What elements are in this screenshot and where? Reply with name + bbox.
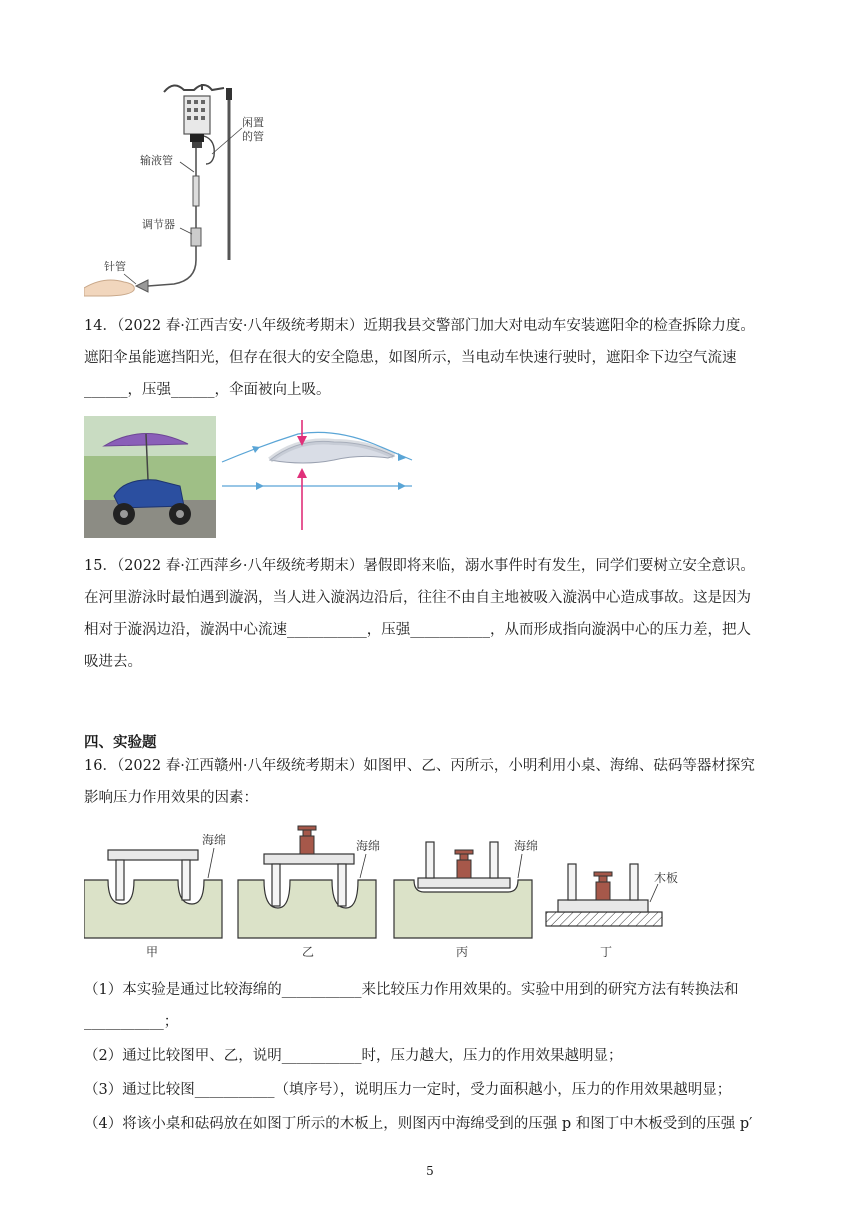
q16-sub1-line-2: ___________； <box>84 1014 179 1030</box>
q14-line-1: 14．（2022 春·江西吉安·八年级统考期末）近期我县交警部门加大对电动车安装遮阳伞的检查拆除力度。 <box>84 318 755 334</box>
q16-sub3: （3）通过比较图___________（填序号），说明压力一定时，受力面积越小，压力的作用效果越明显； <box>84 1082 732 1098</box>
label-sponge-b: 海绵 <box>356 839 381 853</box>
pressure-experiment-figure <box>84 824 684 964</box>
label-needle: 针管 <box>104 260 126 273</box>
q16-line-2: 影响压力作用效果的因素： <box>84 790 258 806</box>
label-sponge-c: 海绵 <box>514 839 539 853</box>
q16-line-1: 16．（2022 春·江西赣州·八年级统考期末）如图甲、乙、丙所示，小明利用小桌、海绵、砝码等器材探究 <box>84 758 755 774</box>
label-sponge-a: 海绵 <box>202 833 227 847</box>
caption-b: 乙 <box>302 945 315 959</box>
label-regulator: 调节器 <box>142 218 175 231</box>
q15-line-2: 在河里游泳时最怕遇到漩涡，当人进入漩涡边沿后，往往不由自主地被吸入漩涡中心造成事故。这是因为 <box>84 590 751 606</box>
q15-line-3: 相对于漩涡边沿，漩涡中心流速___________，压强___________，从而形成指向漩涡中心的压力差，把人 <box>84 622 751 638</box>
section-title: 四、实验题 <box>84 734 157 751</box>
setup-d <box>546 864 678 959</box>
iv-drip-figure <box>84 80 304 300</box>
caption-c: 丙 <box>456 945 469 959</box>
q14-line-2: 遮阳伞虽能遮挡阳光，但存在很大的安全隐患，如图所示，当电动车快速行驶时，遮阳伞下边空气流速 <box>84 350 737 366</box>
label-idle-tube-2: 的管 <box>242 130 264 143</box>
q16-sub1-line-1: （1）本实验是通过比较海绵的___________来比较压力作用效果的。实验中用到的研究方法有转换法和 <box>84 982 739 998</box>
q16-sub4: （4）将该小桌和砝码放在如图丁所示的木板上，则图丙中海绵受到的压强 p 和图丁中木板受到的压强 p′ <box>84 1116 753 1132</box>
setup-b <box>238 826 380 959</box>
label-board: 木板 <box>654 871 679 885</box>
q14-line-3: ______，压强______，伞面被向上吸。 <box>84 382 331 398</box>
scooter-umbrella-figure <box>84 416 414 538</box>
caption-a: 甲 <box>146 945 159 959</box>
q15-line-4: 吸进去。 <box>84 654 142 670</box>
caption-d: 丁 <box>600 945 613 959</box>
page-number: 5 <box>426 1164 434 1178</box>
label-idle-tube-1: 闲置 <box>242 116 264 129</box>
q16-sub2: （2）通过比较图甲、乙，说明___________时，压力越大，压力的作用效果越明显； <box>84 1048 623 1064</box>
label-infusion-tube: 输液管 <box>140 154 173 167</box>
setup-a <box>84 833 226 959</box>
q15-line-1: 15．（2022 春·江西萍乡·八年级统考期末）暑假即将来临，溺水事件时有发生，同学们要树立安全意识。 <box>84 558 755 574</box>
setup-c <box>394 839 538 959</box>
